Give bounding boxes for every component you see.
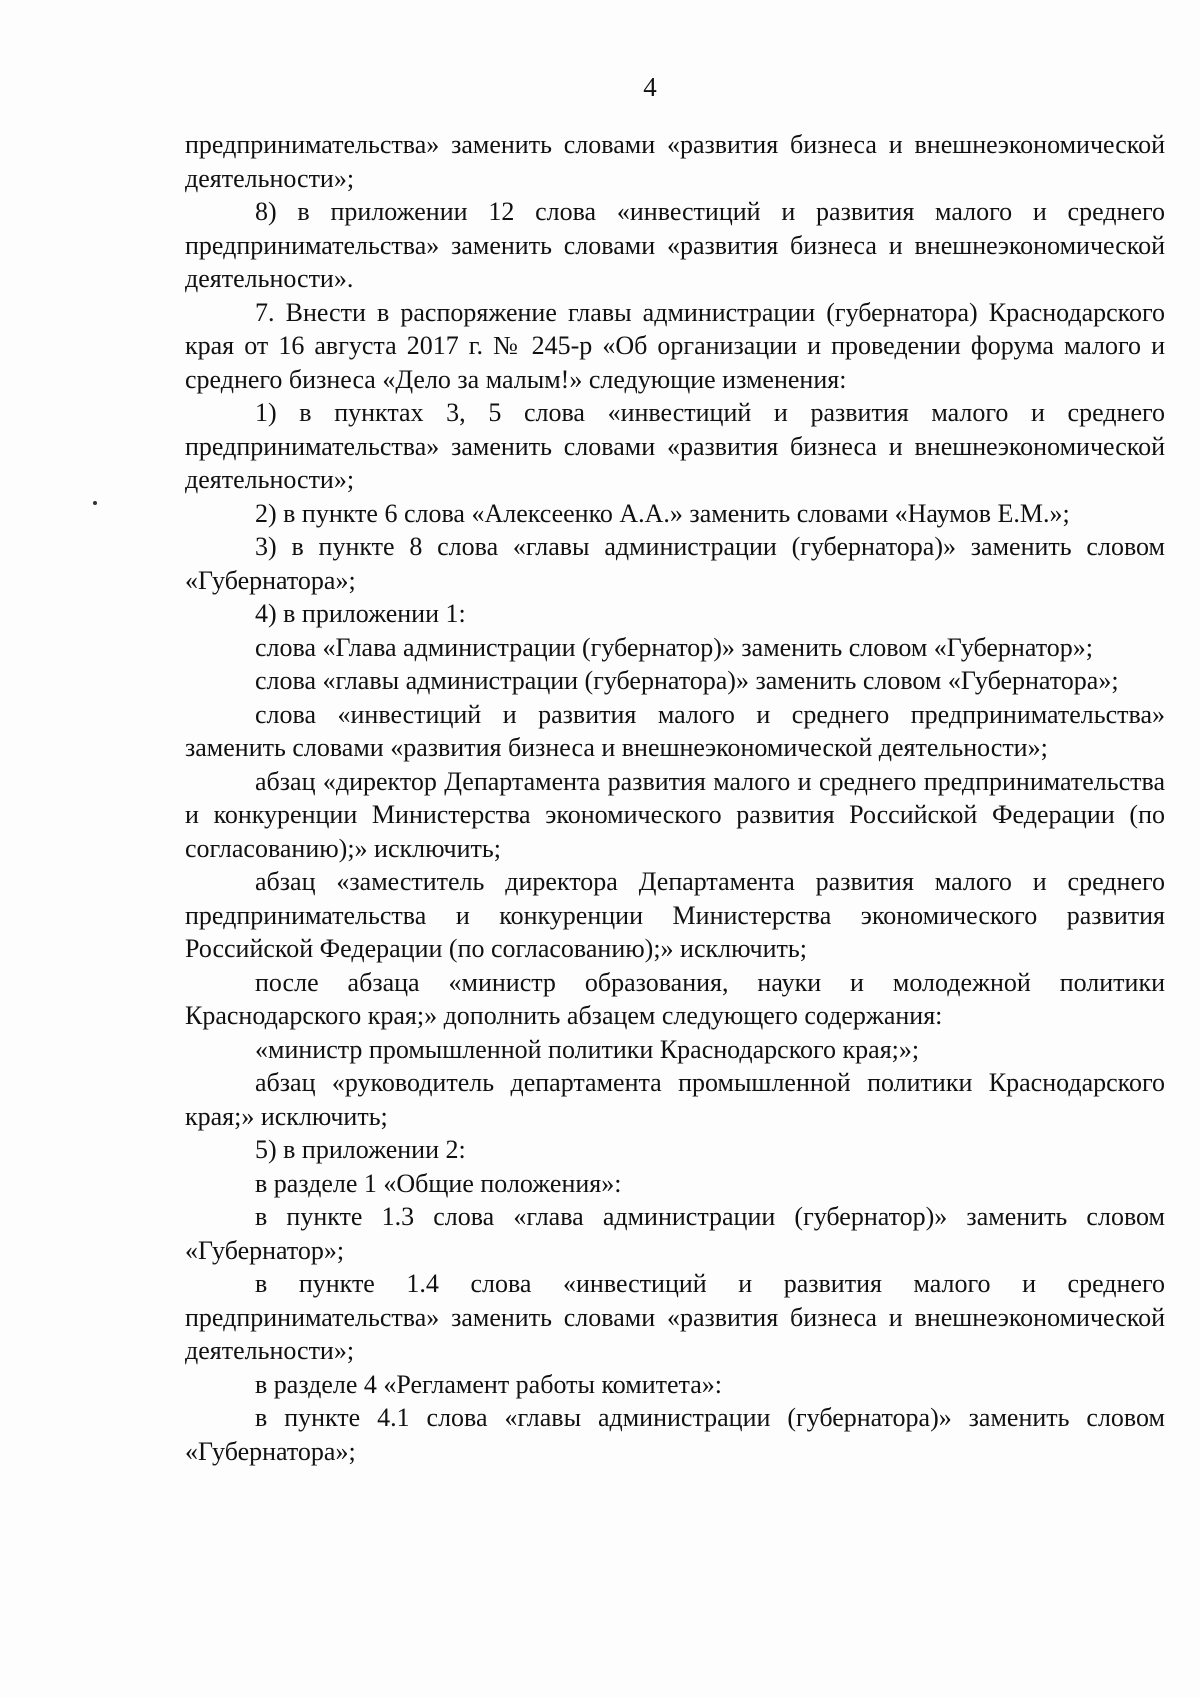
paragraph: абзац «руководитель департамента промышленной политики Краснодарского края;» исключить; [185,1068,1165,1131]
paragraph: в пункте 1.3 слова «глава администрации (губернатор)» заменить словом «Губернатор»; [185,1202,1165,1265]
paragraph: 5) в приложении 2: [255,1135,466,1164]
paragraph: после абзаца «министр образования, науки и молодежной политики Краснодарского края;» дополнить абзацем следующего содержания: [185,967,1165,1030]
document-body [185,128,1165,1468]
paragraph: абзац «заместитель директора Департамента развития малого и среднего предпринимательства и конкуренции Министерства экономического развития Российской Федерации (по согласованию);» исключить; [185,867,1165,963]
paragraph: слова «главы администрации (губернатора)» заменить словом «Губернатора»; [255,666,1119,695]
paragraph: 3) в пункте 8 слова «главы администрации (губернатора)» заменить словом «Губернатора»; [185,532,1165,595]
paragraph: 2) в пункте 6 слова «Алексеенко А.А.» заменить словами «Наумов Е.М.»; [255,498,1070,528]
paragraph: в пункте 4.1 слова «главы администрации (губернатора)» заменить словом «Губернатора»; [185,1403,1165,1466]
paragraph: 7. Внести в распоряжение главы администрации (губернатора) Краснодарского края от 16 августа 2017 г. № 245-р «Об организации и проведении форума малого и среднего бизнеса «Дело за малым!» следующие изменения: [185,297,1165,394]
paragraph: слова «инвестиций и развития малого и среднего предпринимательства» заменить словами «развития бизнеса и внешнеэкономической деятельности»; [185,699,1165,762]
scan-speck [93,501,97,505]
paragraph: 8) в приложении 12 слова «инвестиций и развития малого и среднего предпринимательства» заменить словами «развития бизнеса и внешнеэкономической деятельности». [185,197,1165,293]
paragraph: «министр промышленной политики Краснодарского края;»; [255,1034,920,1064]
paragraph: 1) в пунктах 3, 5 слова «инвестиций и развития малого и среднего предпринимательства» заменить словами «развития бизнеса и внешнеэкономической деятельности»; [185,398,1165,494]
paragraph: предпринимательства» заменить словами «развития бизнеса и внешнеэкономической деятельности»; [185,130,1165,193]
paragraph: в разделе 1 «Общие положения»: [255,1168,622,1198]
page-number: 4 [643,72,657,102]
paragraph: 4) в приложении 1: [255,599,466,628]
paragraph: слова «Глава администрации (губернатор)» заменить словом «Губернатор»; [255,632,1093,662]
paragraph: в пункте 1.4 слова «инвестиций и развития малого и среднего предпринимательства» заменить словами «развития бизнеса и внешнеэкономической деятельности»; [185,1269,1165,1365]
paragraph: в разделе 4 «Регламент работы комитета»: [255,1369,722,1399]
paragraph: абзац «директор Департамента развития малого и среднего предпринимательства и конкуренции Министерства экономического развития Российской Федерации (по согласованию);» исключить; [185,766,1165,863]
